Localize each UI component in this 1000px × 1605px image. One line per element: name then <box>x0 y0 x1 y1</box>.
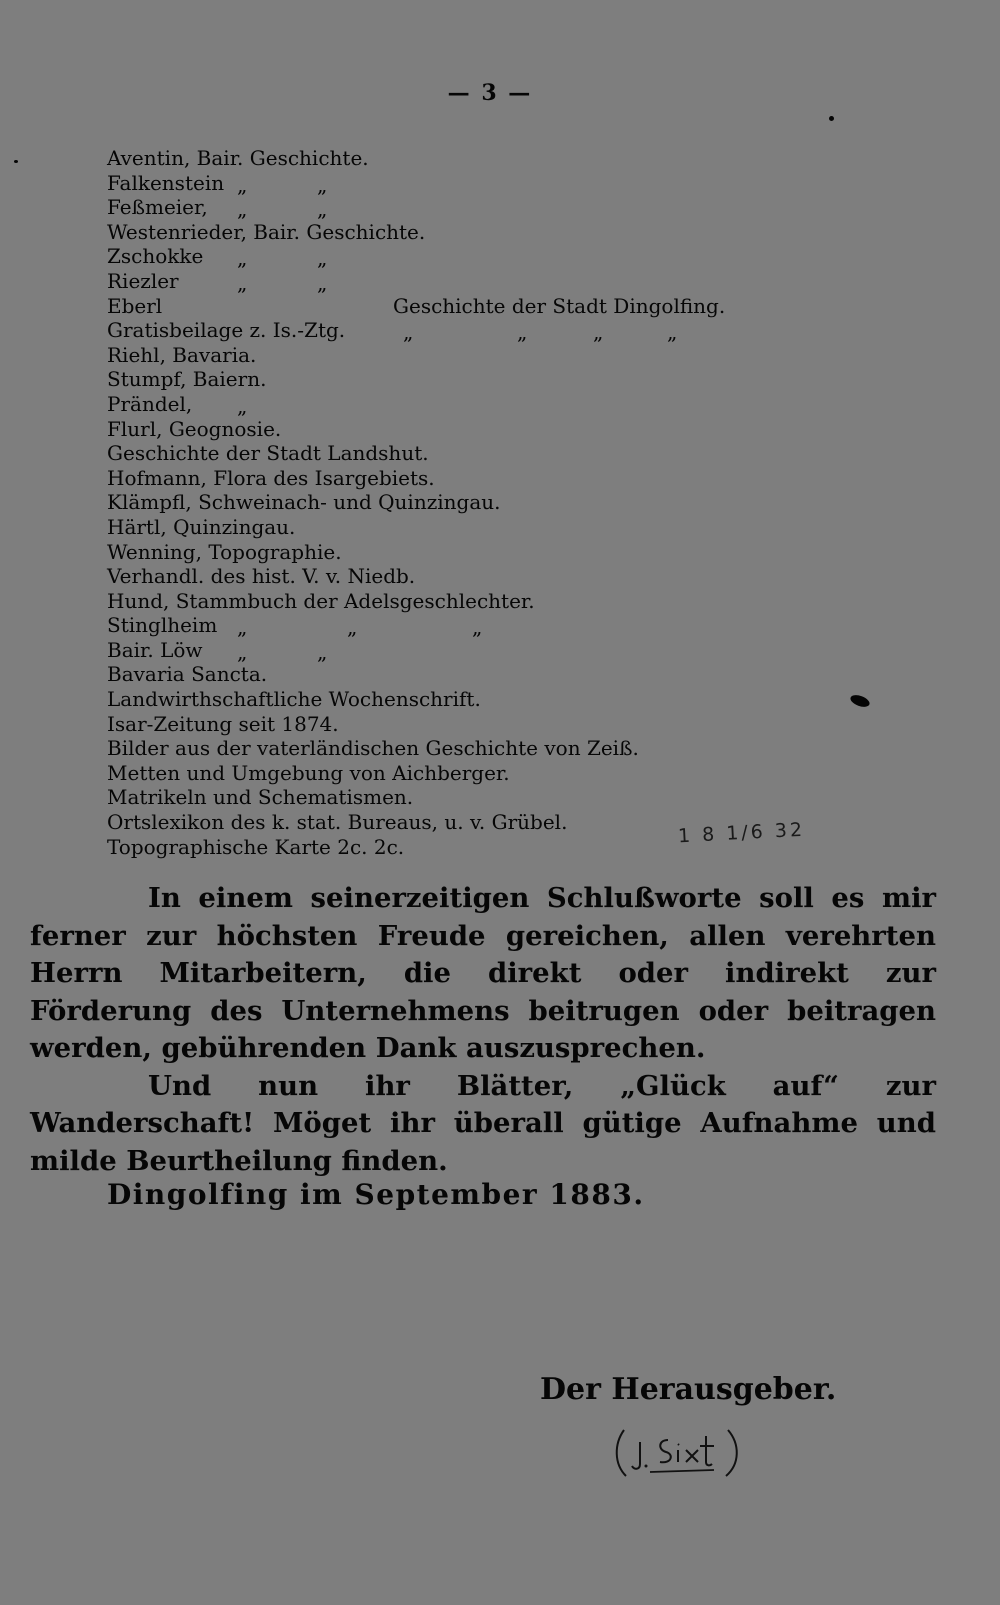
source-list-item <box>107 613 927 638</box>
signature-title: Der Herausgeber. <box>540 1372 837 1407</box>
source-title: Landwirthschaftliche Wochenschrift. <box>107 687 481 712</box>
ditto-mark: „ <box>317 246 328 271</box>
source-title: Feßmeier, <box>107 195 208 220</box>
source-list-item <box>107 417 927 442</box>
place-date: Dingolfing im September 1883. <box>107 1178 645 1211</box>
pencil-note: 1 8 1/6 32 <box>677 818 806 848</box>
source-list-item <box>107 712 927 737</box>
source-title: Eberl <box>107 293 163 318</box>
source-title: Isar-Zeitung seit 1874. <box>107 711 339 736</box>
source-list-item <box>107 392 927 417</box>
source-title: Hund, Stammbuch der Adelsgeschlechter. <box>107 588 535 613</box>
ditto-mark: „ <box>317 639 328 664</box>
source-title: Ortslexikon des k. stat. Bureaus, u. v. Grübel. <box>107 810 568 835</box>
ditto-mark: „ <box>317 270 328 295</box>
source-title: Bair. Löw <box>107 637 203 662</box>
source-list-item <box>107 195 927 220</box>
ink-speck <box>829 116 834 121</box>
source-list-item <box>107 171 927 196</box>
ditto-mark: „ <box>237 246 248 271</box>
page-number: — 3 — <box>447 80 533 106</box>
source-list-item <box>107 564 927 589</box>
source-subtitle: Geschichte der Stadt Dingolfing. <box>393 293 726 318</box>
source-title: Riezler <box>107 268 179 293</box>
ditto-mark: „ <box>237 270 248 295</box>
body-text <box>30 880 936 1180</box>
source-list-item <box>107 540 927 565</box>
closing-paragraph: In einem seinerzeitigen Schlußworte soll es mir ferner zur höchsten Freude gereichen, allen verehrten Herrn Mitarbeitern, die direkt oder indirekt zur Förderung des Unternehmens beitrugen oder beitragen werden, gebührenden Dank auszusprechen. <box>30 882 936 1064</box>
source-list-item <box>107 589 927 614</box>
source-title: Hofmann, Flora des Isargebiets. <box>107 465 435 490</box>
ditto-mark: „ <box>237 639 248 664</box>
source-list-item <box>107 146 927 171</box>
source-title: Härtl, Quinzingau. <box>107 514 296 539</box>
source-title: Bilder aus der vaterländischen Geschichte von Zeiß. <box>107 736 639 761</box>
ditto-mark: „ <box>667 320 678 345</box>
source-title: Bavaria Sancta. <box>107 662 268 687</box>
source-title: Geschichte der Stadt Landshut. <box>107 441 429 466</box>
ditto-mark: „ <box>317 197 328 222</box>
ditto-mark: „ <box>317 172 328 197</box>
source-list-item <box>107 244 927 269</box>
source-title: Verhandl. des hist. V. v. Niedb. <box>107 564 416 589</box>
source-list-item <box>107 785 927 810</box>
source-title: Stumpf, Baiern. <box>107 367 267 392</box>
source-list-item <box>107 441 927 466</box>
source-title: Flurl, Geognosie. <box>107 416 282 441</box>
source-list <box>107 146 927 859</box>
source-title: Falkenstein <box>107 170 225 195</box>
ditto-mark: „ <box>472 615 483 640</box>
source-list-item <box>107 220 927 245</box>
ditto-mark: „ <box>237 172 248 197</box>
source-title: Prändel, <box>107 391 193 416</box>
ditto-mark: „ <box>237 615 248 640</box>
ink-speck <box>14 160 18 163</box>
source-title: Riehl, Bavaria. <box>107 342 257 367</box>
ditto-mark: „ <box>347 615 358 640</box>
farewell-paragraph: Und nun ihr Blätter, „Glück auf“ zur Wanderschaft! Möget ihr überall gütige Aufnahme und milde Beurtheilung finden. <box>30 1069 936 1177</box>
handwritten-signature <box>610 1422 750 1482</box>
source-list-item <box>107 343 927 368</box>
source-title: Matrikeln und Schematismen. <box>107 785 414 810</box>
source-title: Topographische Karte 2c. 2c. <box>107 834 405 859</box>
source-list-item <box>107 662 927 687</box>
ditto-mark: „ <box>237 197 248 222</box>
ditto-mark: „ <box>237 393 248 418</box>
ditto-mark: „ <box>517 320 528 345</box>
source-list-item <box>107 736 927 761</box>
source-title: Gratisbeilage z. Is.-Ztg. <box>107 318 346 343</box>
source-title: Aventin, Bair. Geschichte. <box>107 146 369 170</box>
source-list-item <box>107 466 927 491</box>
source-list-item <box>107 687 927 712</box>
source-list-item <box>107 638 927 663</box>
source-title: Stinglheim <box>107 613 218 638</box>
source-title: Zschokke <box>107 244 204 269</box>
source-list-item <box>107 761 927 786</box>
ditto-mark: „ <box>593 320 604 345</box>
source-list-item <box>107 367 927 392</box>
source-title: Wenning, Topographie. <box>107 539 342 564</box>
source-list-item <box>107 318 927 343</box>
source-list-item <box>107 490 927 515</box>
source-title: Westenrieder, Bair. Geschichte. <box>107 219 426 244</box>
ditto-mark: „ <box>403 320 414 345</box>
source-list-item <box>107 515 927 540</box>
source-title: Metten und Umgebung von Aichberger. <box>107 760 510 785</box>
source-list-item <box>107 294 927 319</box>
source-title: Klämpfl, Schweinach- und Quinzingau. <box>107 490 501 515</box>
source-list-item <box>107 269 927 294</box>
